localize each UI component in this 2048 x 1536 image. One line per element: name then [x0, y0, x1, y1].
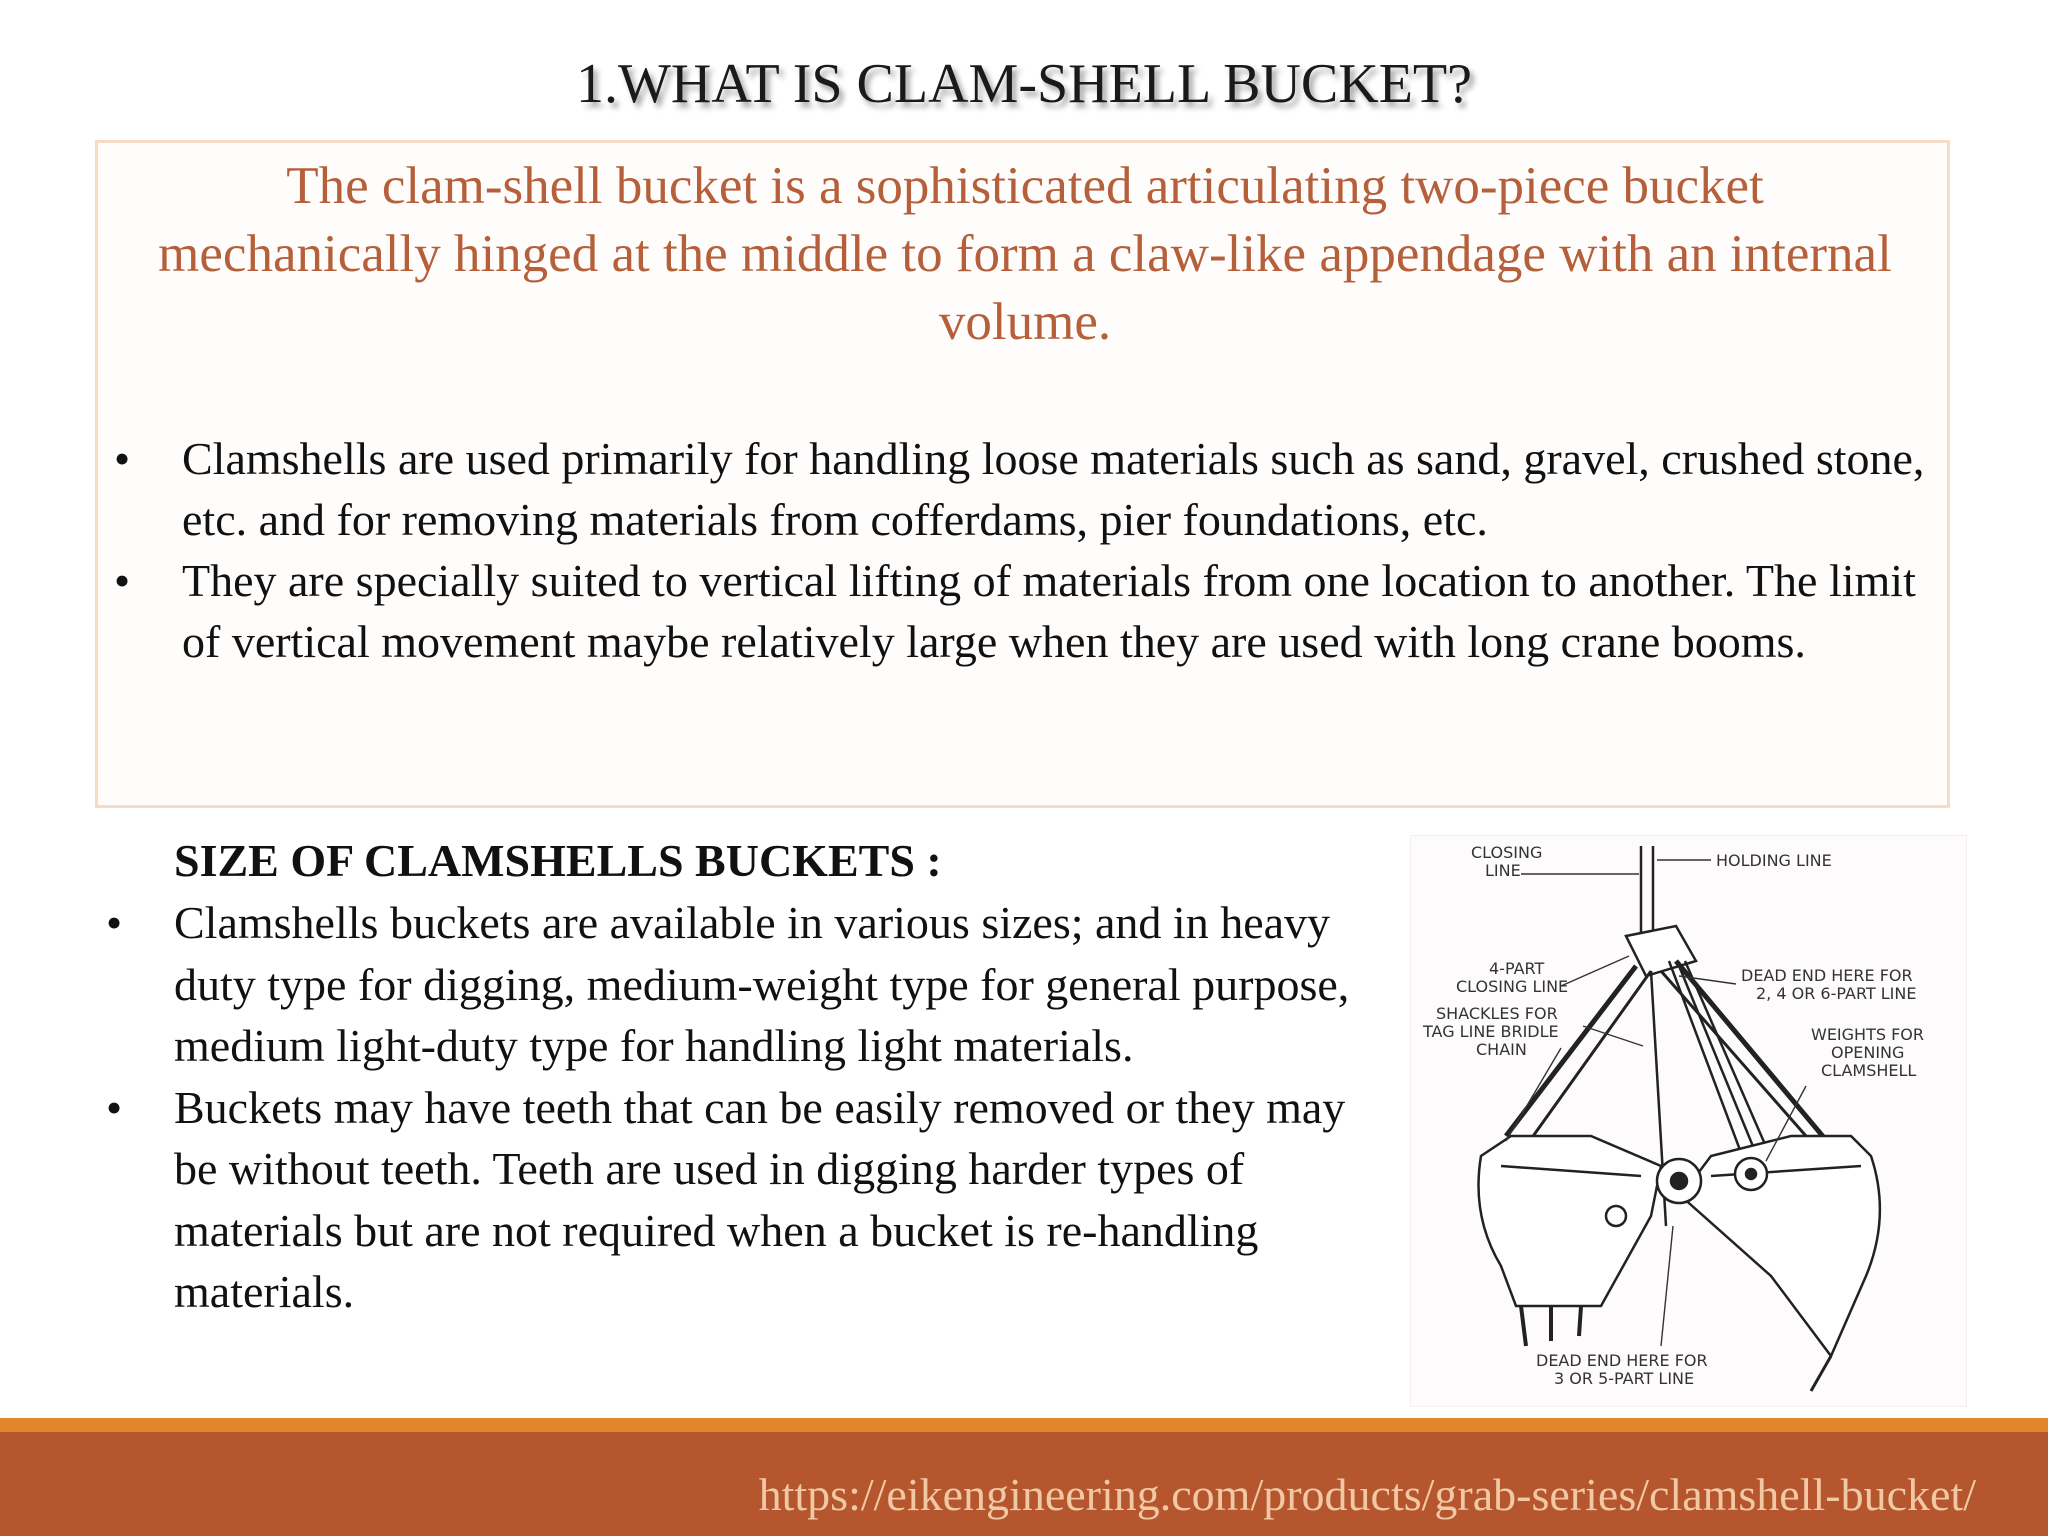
diagram-label: WEIGHTS FOR	[1811, 1025, 1925, 1044]
diagram-label: CHAIN	[1476, 1040, 1527, 1059]
list-item	[114, 550, 1942, 672]
size-heading: SIZE OF CLAMSHELLS BUCKETS :	[174, 835, 942, 886]
diagram-label: DEAD END HERE FOR	[1536, 1351, 1708, 1370]
bullet-text: Clamshells buckets are available in various sizes; and in heavy duty type for digging, medium-weight type for general purpose, medium light-duty type for handling light materials.	[174, 897, 1350, 1071]
diagram-label: TAG LINE BRIDLE	[1423, 1022, 1559, 1041]
diagram-label: 4-PART	[1489, 959, 1545, 978]
list-item	[114, 428, 1942, 550]
diagram-label: CLOSING	[1471, 843, 1543, 862]
clamshell-diagram	[1410, 835, 1967, 1407]
diagram-label: CLAMSHELL	[1821, 1061, 1917, 1080]
uses-bullet-list	[114, 428, 1942, 672]
diagram-label: LINE	[1485, 861, 1521, 880]
definition-text: The clam-shell bucket is a sophisticated articulating two-piece bucket mechanically hinged at the middle to form a claw-like appendage with an internal volume.	[158, 157, 1892, 351]
diagram-label: 2, 4 OR 6-PART LINE	[1756, 984, 1917, 1003]
diagram-label: OPENING	[1831, 1043, 1905, 1062]
diagram-label: CLOSING LINE	[1456, 977, 1569, 996]
bullet-text: Buckets may have teeth that can be easily removed or they may be without teeth. Teeth are used in digging harder types of materials but are not required when a bucket is re-handling materials.	[174, 1081, 1346, 1317]
slide-title: 1.WHAT IS CLAM-SHELL BUCKET?	[576, 53, 1472, 115]
list-item	[106, 892, 1354, 1077]
diagram-label: 3 OR 5-PART LINE	[1554, 1369, 1695, 1388]
clamshell-drawing	[1411, 836, 1966, 1406]
diagram-label: HOLDING LINE	[1716, 851, 1832, 870]
bullet-icon: •	[114, 433, 131, 484]
footer-accent-line	[0, 1418, 2048, 1432]
bullet-text: They are specially suited to vertical lifting of materials from one location to another. The limit of vertical movement maybe relatively large when they are used with long crane booms.	[182, 555, 1916, 667]
diagram-label: SHACKLES FOR	[1436, 1004, 1558, 1023]
bullet-text: Clamshells are used primarily for handling loose materials such as sand, gravel, crushed stone, etc. and for removing materials from cofferdams, pier foundations, etc.	[182, 433, 1925, 545]
diagram-label: DEAD END HERE FOR	[1741, 966, 1913, 985]
bullet-icon: •	[106, 897, 123, 948]
footer-url-link[interactable]: https://eikengineering.com/products/grab-series/clamshell-bucket/	[758, 1469, 1976, 1520]
bullet-icon: •	[106, 1081, 123, 1133]
bullet-icon: •	[114, 555, 131, 606]
size-bullet-list	[106, 892, 1354, 1323]
list-item	[106, 1077, 1354, 1323]
